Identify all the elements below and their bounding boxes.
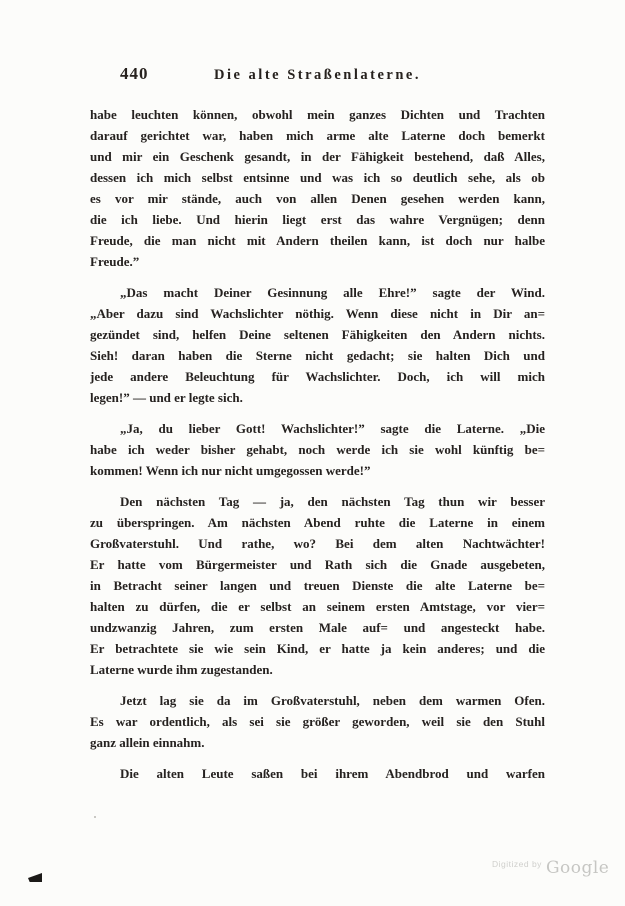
text-line: halten zu dürfen, die er selbst an seinem ersten Amtstage, vor vier= — [90, 599, 545, 614]
text-line: undzwanzig Jahren, zum ersten Male auf= und angesteckt habe. — [90, 620, 545, 635]
text-line: „Das macht Deiner Gesinnung alle Ehre!” sagte der Wind. — [120, 285, 545, 300]
text-line: Großvaterstuhl. Und rathe, wo? Bei dem alten Nachtwächter! — [90, 536, 545, 551]
text-line: es vor mir stände, auch von allen Denen gesehen werden kann, — [90, 191, 545, 206]
text-line: Freude, die man nicht mit Andern theilen kann, ist doch nur halbe — [90, 233, 545, 248]
text-line: legen!” — und er legte sich. — [90, 390, 243, 405]
digitized-by-label: Digitized by — [492, 859, 542, 869]
text-line: die ich liebe. Und hierin liegt erst das wahre Vergnügen; denn — [90, 212, 545, 227]
text-line: und mir ein Geschenk gesandt, in der Fähigkeit bestehend, daß Alles, — [90, 149, 545, 164]
text-line: Sieh! daran haben die Sterne nicht gedacht; sie halten Dich und — [90, 348, 545, 363]
running-title: Die alte Straßenlaterne. — [214, 67, 421, 83]
text-line: habe ich weder bisher gehabt, noch werde ich sie wohl künftig be= — [90, 442, 545, 457]
text-line: Die alten Leute saßen bei ihrem Abendbrod und warfen — [120, 766, 545, 781]
text-line: „Aber dazu sind Wachslichter nöthig. Wenn diese nicht in Dir an= — [90, 306, 545, 321]
paragraph — [90, 282, 545, 408]
page-header — [90, 64, 545, 90]
text-line: habe leuchten können, obwohl mein ganzes Dichten und Trachten — [90, 107, 545, 122]
text-line: gezündet sind, helfen Deine seltenen Fähigkeiten den Andern nichts. — [90, 327, 545, 342]
body-text — [90, 104, 545, 784]
text-line: Er betrachtete sie wie sein Kind, er hatte ja kein anderes; und die — [90, 641, 545, 656]
text-line: Jetzt lag sie da im Großvaterstuhl, neben dem warmen Ofen. — [120, 693, 545, 708]
text-line: „Ja, du lieber Gott! Wachslichter!” sagte die Laterne. „Die — [120, 421, 545, 436]
google-watermark — [492, 858, 617, 888]
text-line: Er hatte vom Bürgermeister und Rath sich die Gnade ausgebeten, — [90, 557, 545, 572]
text-line: in Betracht seiner langen und treuen Dienste die alte Laterne be= — [90, 578, 545, 593]
paragraph — [90, 763, 545, 784]
text-line: jede andere Beleuchtung für Wachslichter. Doch, ich will mich — [90, 369, 545, 384]
text-line: ganz allein einnahm. — [90, 735, 205, 750]
text-line: darauf gerichtet war, haben mich arme alte Laterne doch bemerkt — [90, 128, 545, 143]
text-line: Freude.” — [90, 254, 140, 269]
paragraph — [90, 418, 545, 481]
paragraph — [90, 491, 545, 680]
text-line: zu überspringen. Am nächsten Abend ruhte die Laterne in einem — [90, 515, 545, 530]
text-line: dessen ich mich selbst entsinne und was ich so deutlich sehe, als ob — [90, 170, 545, 185]
page-number: 440 — [120, 64, 149, 83]
scan-artifact-mark — [28, 873, 42, 882]
paragraph — [90, 104, 545, 272]
scan-speck — [94, 816, 96, 818]
text-line: Den nächsten Tag — ja, den nächsten Tag thun wir besser — [120, 494, 545, 509]
text-line: Es war ordentlich, als sei sie größer geworden, weil sie den Stuhl — [90, 714, 545, 729]
text-line: kommen! Wenn ich nur nicht umgegossen werde!” — [90, 463, 371, 478]
text-line: Laterne wurde ihm zugestanden. — [90, 662, 273, 677]
paragraph — [90, 690, 545, 753]
google-logo: Google — [545, 858, 610, 878]
